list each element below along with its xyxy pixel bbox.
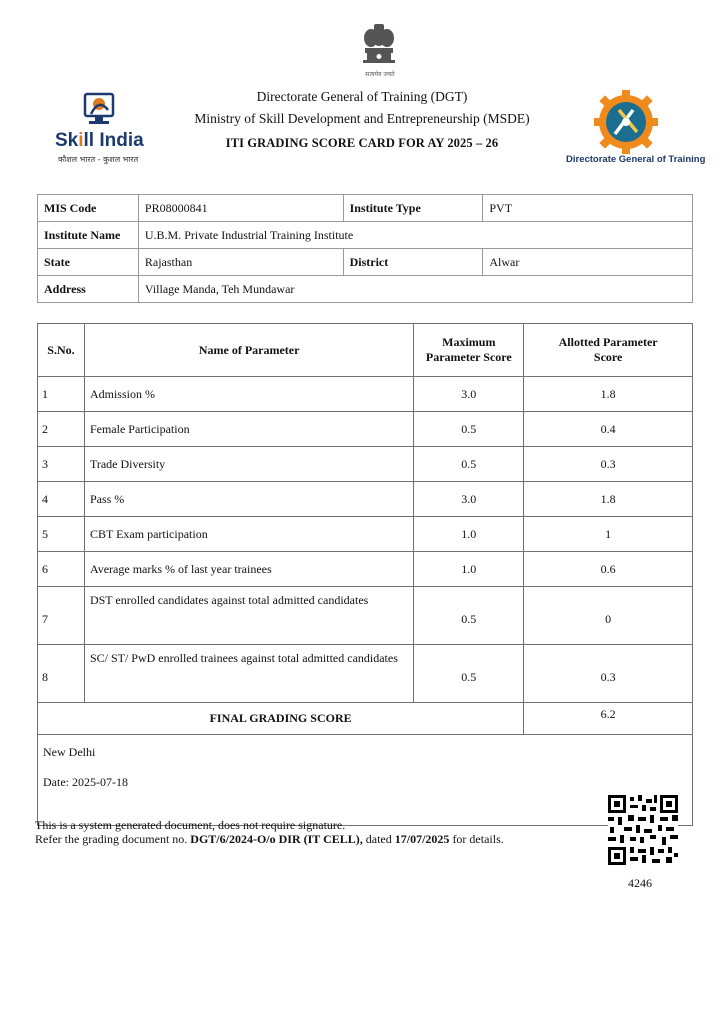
row-parameter: Average marks % of last year trainees <box>84 552 413 587</box>
institute-type-label: Institute Type <box>343 195 483 222</box>
table-row <box>38 412 693 447</box>
row-allotted-score: 1.8 <box>524 482 693 517</box>
row-parameter: Female Participation <box>84 412 413 447</box>
row-allotted-score: 1 <box>524 517 693 552</box>
header-dgt: Directorate General of Training (DGT) <box>256 89 468 104</box>
institute-info-table <box>37 194 693 303</box>
col-header-max-score: Maximum Parameter Score <box>414 324 524 377</box>
dgt-gear-icon <box>593 90 659 154</box>
row-sno: 3 <box>38 447 85 482</box>
row-max-score: 0.5 <box>414 447 524 482</box>
issue-place: New Delhi <box>43 745 96 759</box>
district-label: District <box>343 249 483 276</box>
mis-code-value: PR08000841 <box>138 195 343 222</box>
row-allotted-score: 0.3 <box>524 645 693 703</box>
info-row-name <box>38 222 693 249</box>
grading-document-date: 17/07/2025 <box>394 832 450 846</box>
issue-date: Date: 2025-07-18 <box>43 775 128 789</box>
row-sno: 8 <box>38 645 85 703</box>
place-date-cell <box>38 735 693 826</box>
col-header-sno: S.No. <box>38 324 85 377</box>
score-header-row <box>38 324 693 377</box>
skill-india-wordmark: Skill India <box>55 130 144 151</box>
table-row <box>38 587 693 645</box>
table-row <box>38 552 693 587</box>
row-sno: 5 <box>38 517 85 552</box>
row-allotted-score: 0.6 <box>524 552 693 587</box>
table-row <box>38 517 693 552</box>
table-row <box>38 377 693 412</box>
state-label: State <box>38 249 139 276</box>
qr-code-number: 4246 <box>628 876 652 890</box>
dgt-logo-caption: Directorate General of Training <box>566 154 706 165</box>
row-sno: 2 <box>38 412 85 447</box>
final-score-label: FINAL GRADING SCORE <box>38 703 524 735</box>
institute-name-value: U.B.M. Private Industrial Training Institute <box>138 222 692 249</box>
table-row <box>38 447 693 482</box>
institute-name-label: Institute Name <box>38 222 139 249</box>
page-title: ITI GRADING SCORE CARD FOR AY 2025 – 26 <box>225 136 499 150</box>
skill-india-mark-icon <box>81 92 117 130</box>
row-parameter: Trade Diversity <box>84 447 413 482</box>
row-allotted-score: 0.3 <box>524 447 693 482</box>
row-allotted-score: 1.8 <box>524 377 693 412</box>
grading-document-number: DGT/6/2024-O/o DIR (IT CELL), <box>190 832 363 846</box>
row-sno: 4 <box>38 482 85 517</box>
skill-india-tagline: कौशल भारत - कुशल भारत <box>58 155 139 164</box>
row-max-score: 0.5 <box>414 412 524 447</box>
system-generated-note: This is a system generated document, does not require signature. <box>35 818 346 832</box>
row-sno: 6 <box>38 552 85 587</box>
row-max-score: 0.5 <box>414 645 524 703</box>
table-row <box>38 645 693 703</box>
qr-code-icon <box>608 795 678 865</box>
info-row-address <box>38 276 693 303</box>
row-parameter: Pass % <box>84 482 413 517</box>
state-value: Rajasthan <box>138 249 343 276</box>
header-msde: Ministry of Skill Development and Entrepreneurship (MSDE) <box>194 111 530 126</box>
address-value: Village Manda, Teh Mundawar <box>138 276 692 303</box>
grading-reference-note: Refer the grading document no. DGT/6/2024-O/o DIR (IT CELL), dated 17/07/2025 for details. <box>35 832 504 846</box>
row-max-score: 1.0 <box>414 517 524 552</box>
skill-india-logo <box>50 92 150 168</box>
row-max-score: 1.0 <box>414 552 524 587</box>
row-max-score: 0.5 <box>414 587 524 645</box>
dgt-logo <box>566 90 706 172</box>
col-header-parameter: Name of Parameter <box>84 324 413 377</box>
row-parameter: CBT Exam participation <box>84 517 413 552</box>
row-allotted-score: 0.4 <box>524 412 693 447</box>
row-parameter: SC/ ST/ PwD enrolled trainees against total admitted candidates <box>84 645 413 703</box>
row-max-score: 3.0 <box>414 482 524 517</box>
grading-score-table <box>37 323 693 826</box>
final-score-value: 6.2 <box>524 703 693 735</box>
row-parameter: Admission % <box>84 377 413 412</box>
row-parameter: DST enrolled candidates against total admitted candidates <box>84 587 413 645</box>
row-allotted-score: 0 <box>524 587 693 645</box>
info-row-mis <box>38 195 693 222</box>
row-sno: 1 <box>38 377 85 412</box>
address-label: Address <box>38 276 139 303</box>
mis-code-label: MIS Code <box>38 195 139 222</box>
district-value: Alwar <box>483 249 693 276</box>
row-max-score: 3.0 <box>414 377 524 412</box>
place-date-row <box>38 735 693 826</box>
institute-type-value: PVT <box>483 195 693 222</box>
col-header-allotted-score: Allotted Parameter Score <box>524 324 693 377</box>
row-sno: 7 <box>38 587 85 645</box>
emblem-motto: सत्यमेव जयते <box>365 71 395 78</box>
table-row <box>38 482 693 517</box>
info-row-state <box>38 249 693 276</box>
final-score-row <box>38 703 693 735</box>
